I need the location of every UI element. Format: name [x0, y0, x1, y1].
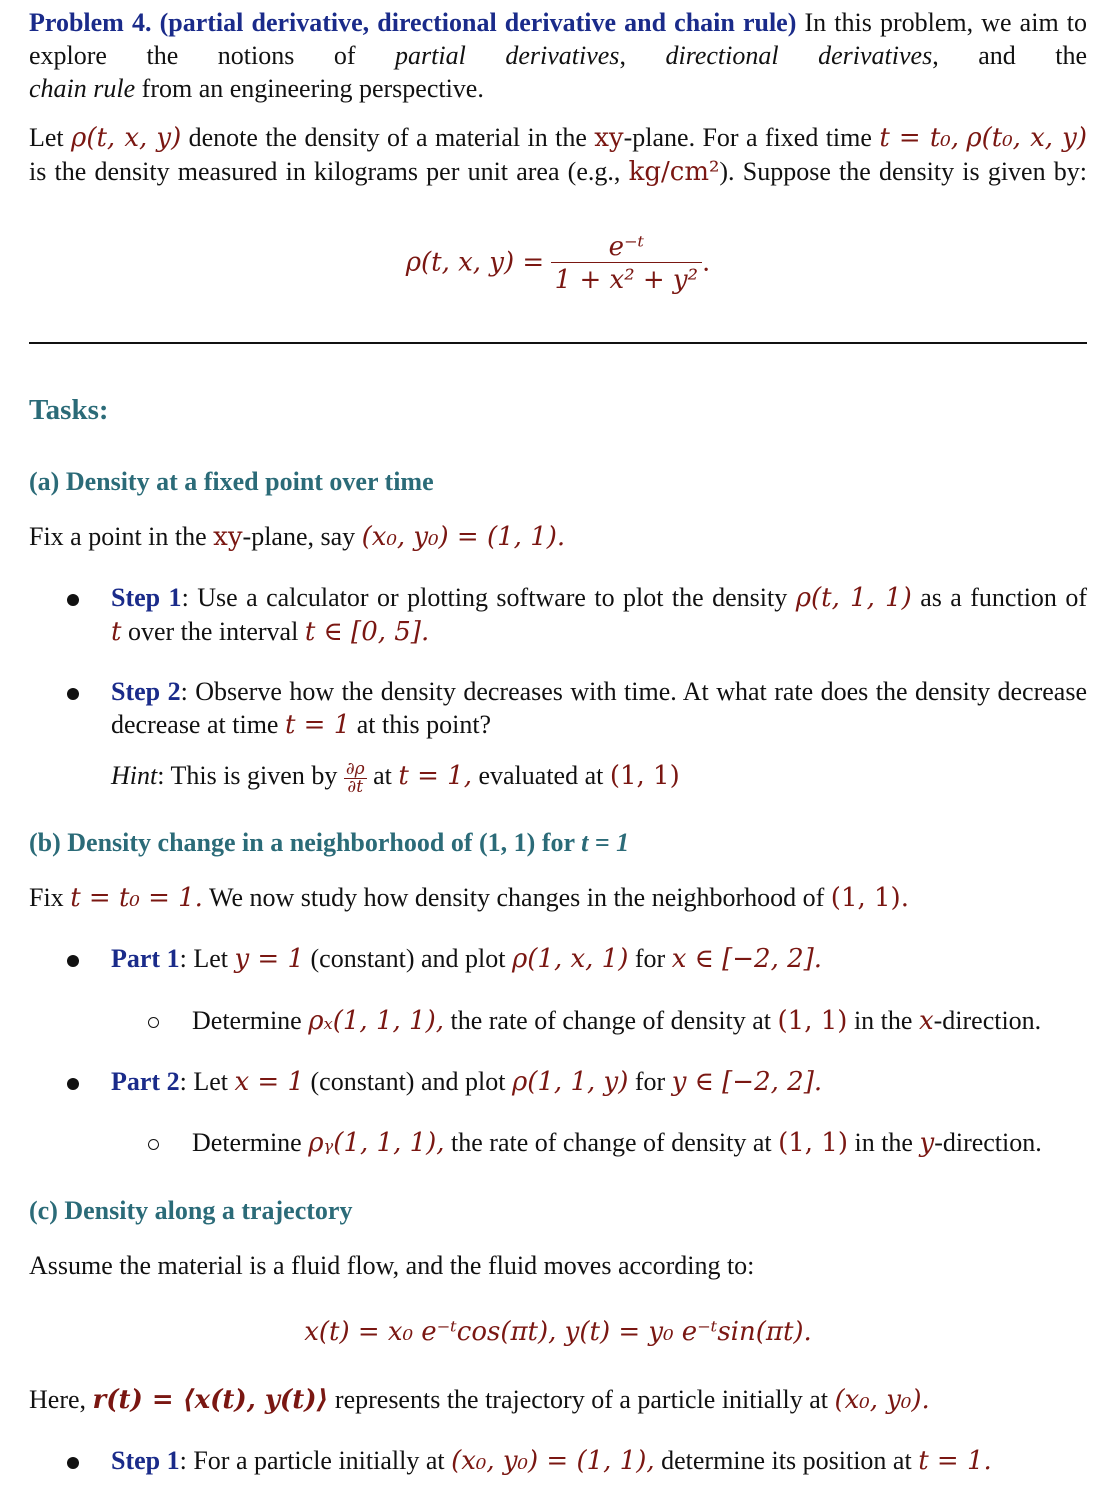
heading-text: (b) Density change in a neighborhood of [29, 828, 473, 857]
hint-t: t = 1, [398, 761, 472, 791]
part2-label: Part 2 [111, 1067, 180, 1096]
part1-rho: ρ(1, x, 1) [511, 944, 629, 974]
part1-range: x ∈ [−2, 2]. [671, 944, 823, 974]
part1-text-3: for [634, 944, 666, 973]
term-directional: directional derivatives [665, 41, 933, 70]
intro-and: and the [978, 41, 1088, 70]
step2-label: Step 2 [111, 677, 181, 706]
intro-text-1: In this problem, we aim to explore the notions of [29, 8, 1088, 70]
rho-y: ρᵧ(1, 1, 1), [308, 1128, 445, 1158]
part1-text: : Let [179, 944, 228, 973]
heading-t: t = 1 [581, 828, 630, 857]
det-text-3: in the [854, 1128, 913, 1157]
det-y: y [919, 1128, 935, 1158]
fix-text: Fix a point in the [29, 522, 207, 551]
hint-label: Hint [111, 761, 158, 790]
fix-text-2: -plane, say [242, 522, 356, 551]
det-text: Determine [192, 1128, 302, 1157]
det-text-4: -direction. [934, 1128, 1042, 1157]
here-point: (x₀, y₀). [834, 1385, 930, 1415]
part2-text-3: for [634, 1067, 666, 1096]
step1-interval: t ∈ [0, 5]. [304, 617, 430, 647]
density-paragraph [29, 121, 1087, 189]
part-a-step1 [111, 581, 1087, 649]
let-word: Let [29, 123, 64, 152]
det-text-4: -direction. [933, 1006, 1042, 1035]
hint-text-3: evaluated at [478, 761, 604, 790]
det-point: (1, 1) [777, 1006, 848, 1036]
xy-label: xy [594, 123, 624, 153]
step1-text-2: as a function of [920, 583, 1088, 612]
bullet-icon [67, 594, 79, 606]
problem-intro: Problem 4. (partial derivative, directional derivative and chain rule) In this problem, we aim to explore the notions of partial derivatives, directional derivatives, and the chain rule from an engineering perspective. [29, 8, 1088, 103]
section-divider [29, 342, 1087, 344]
det-text-2: the rate of change of density at [450, 1006, 772, 1035]
part-a-step2: Step 2: Observe how the density decreases with time. At what rate does the density decrease t = 1 at this point? decrease at time Hint: This is given by $\frac{\partial\rho}{\partial t}$ at t = 1, evaluated at (1, 1) [111, 677, 1087, 797]
hint-num: ∂ρ [345, 758, 365, 779]
bullet-icon [67, 688, 79, 700]
part2-text-2: (constant) and plot [310, 1067, 506, 1096]
part2-rho: ρ(1, 1, y) [511, 1067, 629, 1097]
step1-t: t = 1. [918, 1446, 992, 1476]
part-b-part1-determine [192, 1004, 1087, 1038]
step1-label: Step 1 [111, 1446, 180, 1475]
part-c-heading: (c) Density along a trajectory [29, 1196, 353, 1225]
part-b-part2-determine [192, 1126, 1087, 1160]
formula-lhs: ρ(t, x, y) = [405, 247, 545, 278]
part1-label: Part 1 [111, 944, 180, 973]
density-formula [29, 232, 1087, 297]
trajectory-formula: x(t) = x₀ e⁻ᵗcos(πt), y(t) = y₀ e⁻ᵗsin(πt). [304, 1317, 812, 1347]
part2-range: y ∈ [−2, 2]. [671, 1067, 823, 1097]
unit-label: kg/cm² [628, 157, 720, 187]
formula-end: . [702, 247, 711, 278]
rho-txy: ρ(t, x, y) [71, 123, 182, 153]
step1-t: t [111, 617, 122, 647]
step2-text: : Observe how the density decreases with time. At what rate does the density decrease [180, 677, 1087, 706]
bullet-icon [67, 1078, 79, 1090]
part1-y: y = 1 [234, 944, 305, 974]
det-point: (1, 1) [778, 1128, 848, 1158]
bullet-icon [67, 1457, 79, 1469]
part-a-heading: (a) Density at a fixed point over time [29, 467, 434, 496]
hint-fraction [344, 758, 367, 797]
part-c-here [29, 1383, 930, 1417]
step1-text: : Use a calculator or plotting software to plot the density [181, 583, 788, 612]
problem-topic: (partial derivative, directional derivative and chain rule) [159, 8, 797, 37]
formula-numerator: e⁻ᵗ [608, 232, 645, 262]
det-text-3: in the [853, 1006, 913, 1035]
sub-bullet-icon [148, 1139, 159, 1150]
part1-text-2: (constant) and plot [310, 944, 506, 973]
formula-fraction [551, 232, 702, 297]
point-x0y0: (x₀, y₀) = (1, 1). [361, 522, 566, 552]
det-text-2: the rate of change of density at [451, 1128, 772, 1157]
density-desc-4: ). Suppose the density is given by: [719, 157, 1088, 186]
density-desc-2: -plane. For a fixed time [623, 123, 872, 152]
part-b-part1 [111, 942, 1087, 976]
step1-point: (x₀, y₀) = (1, 1), [451, 1446, 655, 1476]
step1-text-3: over the interval [127, 617, 299, 646]
here-text-2: represents the trajectory of a particle initially at [334, 1385, 828, 1414]
fix-text: Fix [29, 883, 64, 912]
term-partial: partial derivatives [395, 41, 620, 70]
here-text: Here, [29, 1385, 87, 1414]
step1-label: Step 1 [111, 583, 182, 612]
part-b-part2 [111, 1065, 1087, 1099]
part2-text: : Let [179, 1067, 228, 1096]
step2-text-2: at this point? [356, 710, 492, 739]
problem-label: Problem 4. [29, 8, 152, 37]
part-c-assume: Assume the material is a fluid flow, and the fluid moves according to: [29, 1251, 755, 1280]
part-b-fix [29, 881, 909, 915]
part-b-heading [29, 826, 629, 859]
sub-bullet-icon [148, 1017, 159, 1028]
heading-for: for [541, 828, 575, 857]
hint-point: (1, 1) [609, 761, 680, 791]
step1-rho: ρ(t, 1, 1) [795, 583, 912, 613]
hint-text: : This is given by [157, 761, 338, 790]
r-t: r(t) = ⟨x(t), y(t)⟩ [92, 1385, 329, 1415]
part2-x: x = 1 [234, 1067, 304, 1097]
density-desc-1: denote the density of a material in the [188, 123, 587, 152]
part-a-fix [29, 520, 565, 554]
step1-text: : For a particle initially at [179, 1446, 445, 1475]
det-x: x [918, 1006, 934, 1036]
intro-text-2: from an engineering perspective. [141, 74, 484, 103]
term-chain: chain rule [29, 74, 136, 103]
tasks-heading: Tasks: [29, 394, 109, 426]
rho-t0: ρ(t₀, x, y) [966, 123, 1087, 153]
part-c-step1 [111, 1444, 1087, 1478]
formula-denominator: 1 + x² + y² [551, 262, 702, 297]
hint-text-2: at [373, 761, 392, 790]
det-text: Determine [192, 1006, 302, 1035]
step1-text-2: determine its position at [661, 1446, 912, 1475]
density-desc-3: is the density measured in kilograms per unit area (e.g., [29, 157, 621, 186]
hint-den: ∂t [344, 778, 367, 796]
step2-t: t = 1 [284, 710, 351, 740]
t-eq-t0: t = t₀, [879, 123, 959, 153]
fix-text-2: We now study how density changes in the neighborhood of [208, 883, 825, 912]
xy-label: xy [213, 522, 243, 552]
heading-point: (1, 1) [479, 828, 536, 857]
fix-point: (1, 1). [830, 883, 909, 913]
rho-x: ρₓ(1, 1, 1), [308, 1006, 444, 1036]
bullet-icon [67, 955, 79, 967]
fix-t: t = t₀ = 1. [70, 883, 203, 913]
